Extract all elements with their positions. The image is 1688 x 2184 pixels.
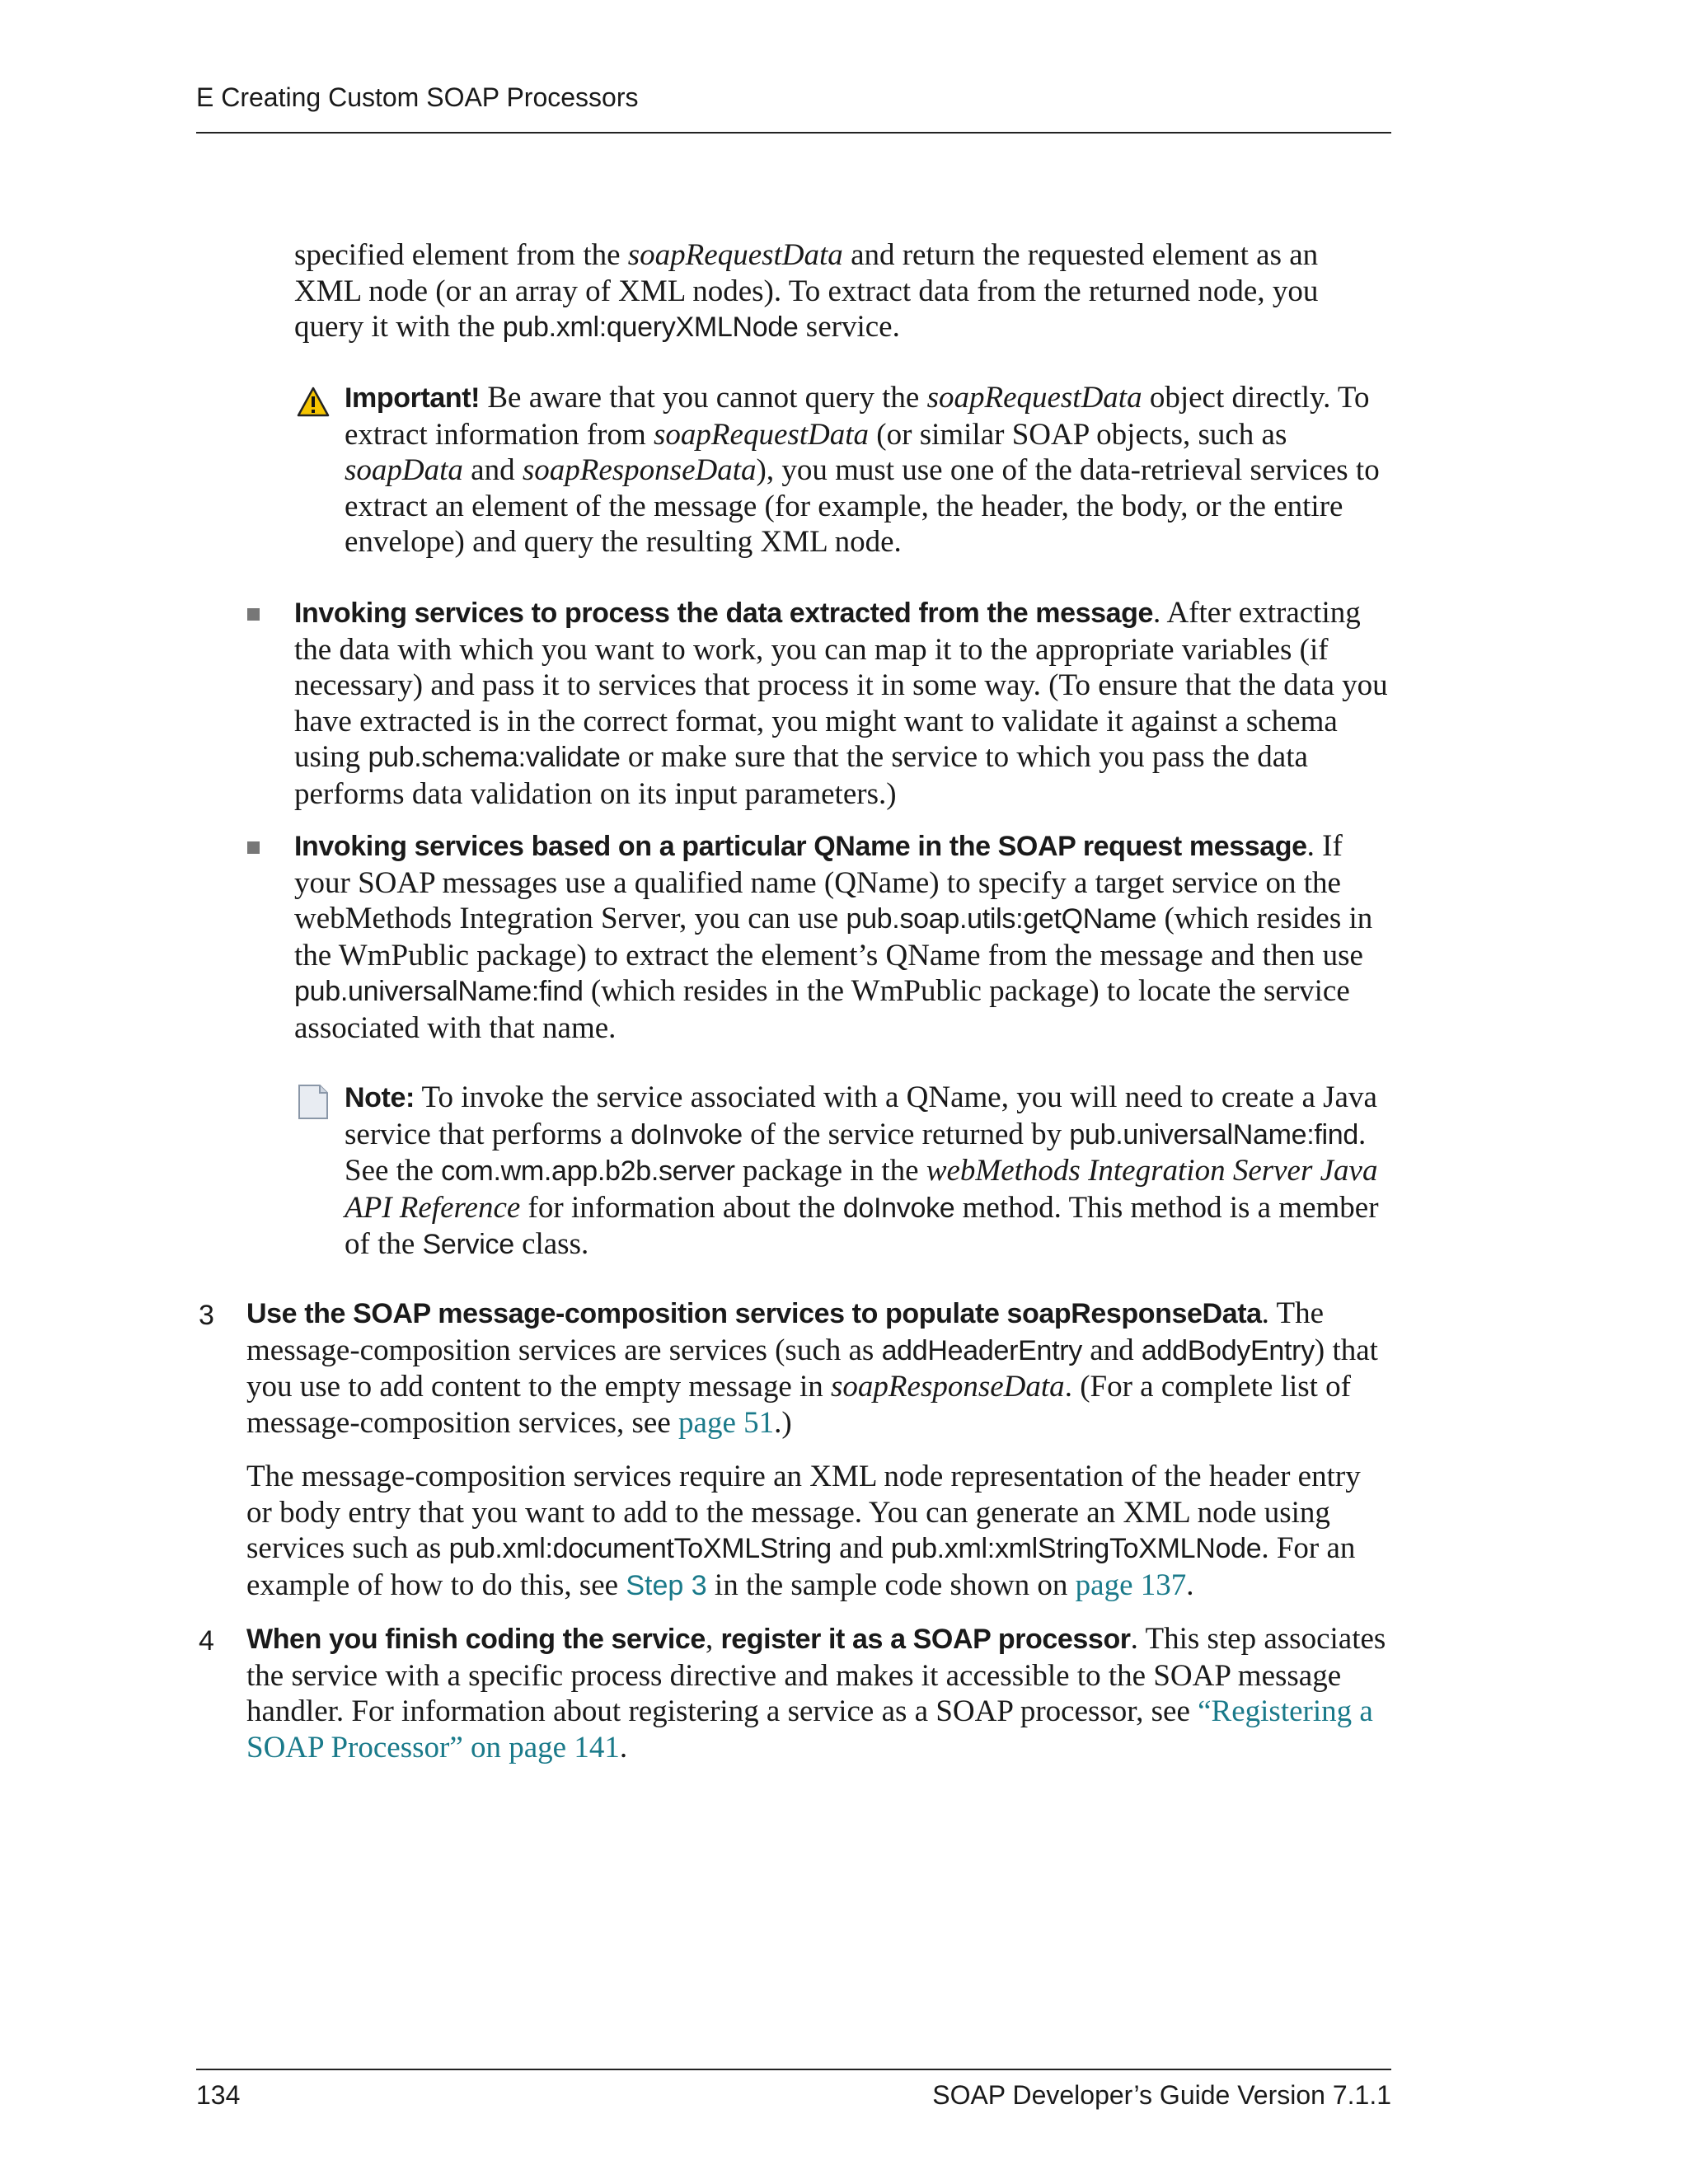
step-4-text-1: . This step associates the service with a specific process directive and makes it accessible to the SOAP message handler. For information about registering a service as a SOAP processor, see xyxy=(246,1622,1386,1729)
step-3-code-2: addBodyEntry xyxy=(1141,1334,1315,1366)
step-3-p2-code-2: pub.xml:xmlStringToXMLNode xyxy=(890,1533,1262,1565)
note-text-6: method. This method is a member of the xyxy=(345,1190,1379,1262)
step-3-number: 3 xyxy=(199,1300,214,1331)
note-callout xyxy=(345,1080,1393,1263)
step-3-paragraph xyxy=(246,1296,1392,1441)
note-code-3: com.wm.app.b2b.server xyxy=(441,1155,735,1188)
note-text-2: of the service returned by xyxy=(742,1117,1070,1151)
bullet-2-code-1: pub.soap.utils:getQName xyxy=(846,903,1157,935)
footer-doc-title: SOAP Developer’s Guide Version 7.1.1 xyxy=(932,2080,1391,2110)
note-code-2: pub.universalName:find xyxy=(1069,1118,1359,1151)
bullet-square-1 xyxy=(247,608,260,621)
step-3-text-3: ) that you use to add content to the empty message in xyxy=(246,1333,1378,1404)
important-var-2: soapRequestData xyxy=(654,417,870,452)
step-4-text-2: . xyxy=(619,1730,628,1765)
bullet-1-text-2: or make sure that the service to which you pass the data performs data validation on its input parameters.) xyxy=(294,740,1308,811)
step-3-text-4: . (For a complete list of message-composition services, see xyxy=(246,1370,1351,1440)
page-137-link[interactable]: page 137 xyxy=(1075,1568,1187,1602)
important-text-4: and xyxy=(462,453,523,488)
bullet-2-text-3: (which resides in the WmPublic package) to locate the service associated with that name. xyxy=(294,974,1350,1045)
step-3-text-1: . The message-composition services are services (such as xyxy=(246,1296,1325,1367)
intro-paragraph xyxy=(294,237,1392,346)
footer-rule xyxy=(196,2069,1391,2070)
bullet-1-code-1: pub.schema:validate xyxy=(368,742,621,774)
important-text-1: Be aware that you cannot query the xyxy=(480,381,927,415)
note-code-1: doInvoke xyxy=(631,1118,743,1151)
note-text-1: To invoke the service associated with a QName, you will need to create a Java service that performs a xyxy=(345,1080,1377,1151)
step-4-heading-2: register it as a SOAP processor xyxy=(720,1624,1131,1655)
step-3-code-1: addHeaderEntry xyxy=(881,1334,1082,1366)
step-3-text-5: .) xyxy=(774,1405,792,1440)
step-3-p2-text-5: . xyxy=(1186,1568,1194,1602)
step-3-paragraph-2 xyxy=(246,1459,1392,1604)
step-4-separator: , xyxy=(705,1622,721,1656)
page-51-link[interactable]: page 51 xyxy=(678,1405,775,1440)
note-icon xyxy=(297,1084,330,1120)
bullet-2-code-2: pub.universalName:find xyxy=(294,976,584,1008)
important-var-3: soapData xyxy=(345,453,463,488)
step-4-number: 4 xyxy=(199,1625,214,1657)
note-text-4: package in the xyxy=(734,1154,926,1188)
bullet-2-text-1: . If your SOAP messages use a qualified name (QName) to specify a target service on the webMethods Integration Server, you can use xyxy=(294,829,1343,936)
note-text-3: . See the xyxy=(345,1117,1367,1188)
note-code-4: doInvoke xyxy=(842,1192,955,1224)
important-text-2: object directly. To extract information from xyxy=(345,381,1370,452)
bullet-item-process-data xyxy=(294,595,1392,813)
intro-text-3: service. xyxy=(798,310,900,344)
intro-text-1: specified element from the xyxy=(294,238,628,272)
note-label: Note: xyxy=(345,1082,415,1113)
intro-code-1: pub.xml:queryXMLNode xyxy=(502,312,799,344)
step-3-heading: Use the SOAP message-composition services to populate soapResponseData xyxy=(246,1298,1262,1329)
step-3-p2-text-4: in the sample code shown on xyxy=(706,1568,1076,1602)
step-4-heading-1: When you finish coding the service xyxy=(246,1624,706,1655)
step-3-link[interactable]: Step 3 xyxy=(626,1569,707,1601)
header-rule xyxy=(196,132,1391,134)
running-header: E Creating Custom SOAP Processors xyxy=(196,82,639,112)
step-3-var-1: soapResponseData xyxy=(831,1370,1065,1404)
bullet-1-heading: Invoking services to process the data extracted from the message xyxy=(294,598,1154,629)
important-callout xyxy=(345,380,1393,560)
note-code-5: Service xyxy=(422,1229,514,1261)
step-3-p2-text-2: and xyxy=(831,1531,891,1566)
intro-text-2: and return the requested element as an XML node (or an array of XML nodes). To extract data from the returned node, you query it with the xyxy=(294,238,1319,344)
step-4-paragraph xyxy=(246,1621,1392,1765)
note-ref-title: webMethods Integration Server Java API Reference xyxy=(345,1154,1378,1225)
note-text-5: for information about the xyxy=(520,1190,843,1225)
important-text-5: ), you must use one of the data-retrieval services to extract an element of the message (for example, the header, the body, or the entire envelope) and query the resulting XML node. xyxy=(345,453,1380,560)
important-var-4: soapResponseData xyxy=(522,453,757,488)
important-var-1: soapRequestData xyxy=(926,381,1142,415)
bullet-1-text-1: . After extracting the data with which you want to work, you can map it to the appropriate variables (if necessary) and pass it to services that process it in some way. (To ensure that the data you have extracted is in the correct format, you might want to validate it against a schema using xyxy=(294,596,1388,775)
bullet-square-2 xyxy=(247,841,260,854)
warning-icon xyxy=(297,386,330,419)
page-number: 134 xyxy=(196,2080,241,2110)
important-text-3: (or similar SOAP objects, such as xyxy=(869,417,1287,452)
intro-var-1: soapRequestData xyxy=(627,238,843,272)
bullet-2-text-2: (which resides in the WmPublic package) to extract the element’s QName from the message and then use xyxy=(294,902,1373,972)
step-3-p2-text-1: The message-composition services require an XML node representation of the header entry or body entry that you want to add to the message. You can generate an XML node using services such as xyxy=(246,1460,1361,1566)
step-3-p2-text-3: . For an example of how to do this, see xyxy=(246,1531,1356,1602)
important-label: Important! xyxy=(345,382,481,414)
step-3-p2-code-1: pub.xml:documentToXMLString xyxy=(448,1533,832,1565)
step-3-text-2: and xyxy=(1081,1333,1142,1367)
bullet-item-qname xyxy=(294,828,1392,1047)
note-text-7: class. xyxy=(513,1227,589,1262)
registering-soap-processor-link[interactable]: “Registering a SOAP Processor” on page 141 xyxy=(246,1694,1373,1765)
bullet-2-heading: Invoking services based on a particular QName in the SOAP request message xyxy=(294,831,1307,862)
